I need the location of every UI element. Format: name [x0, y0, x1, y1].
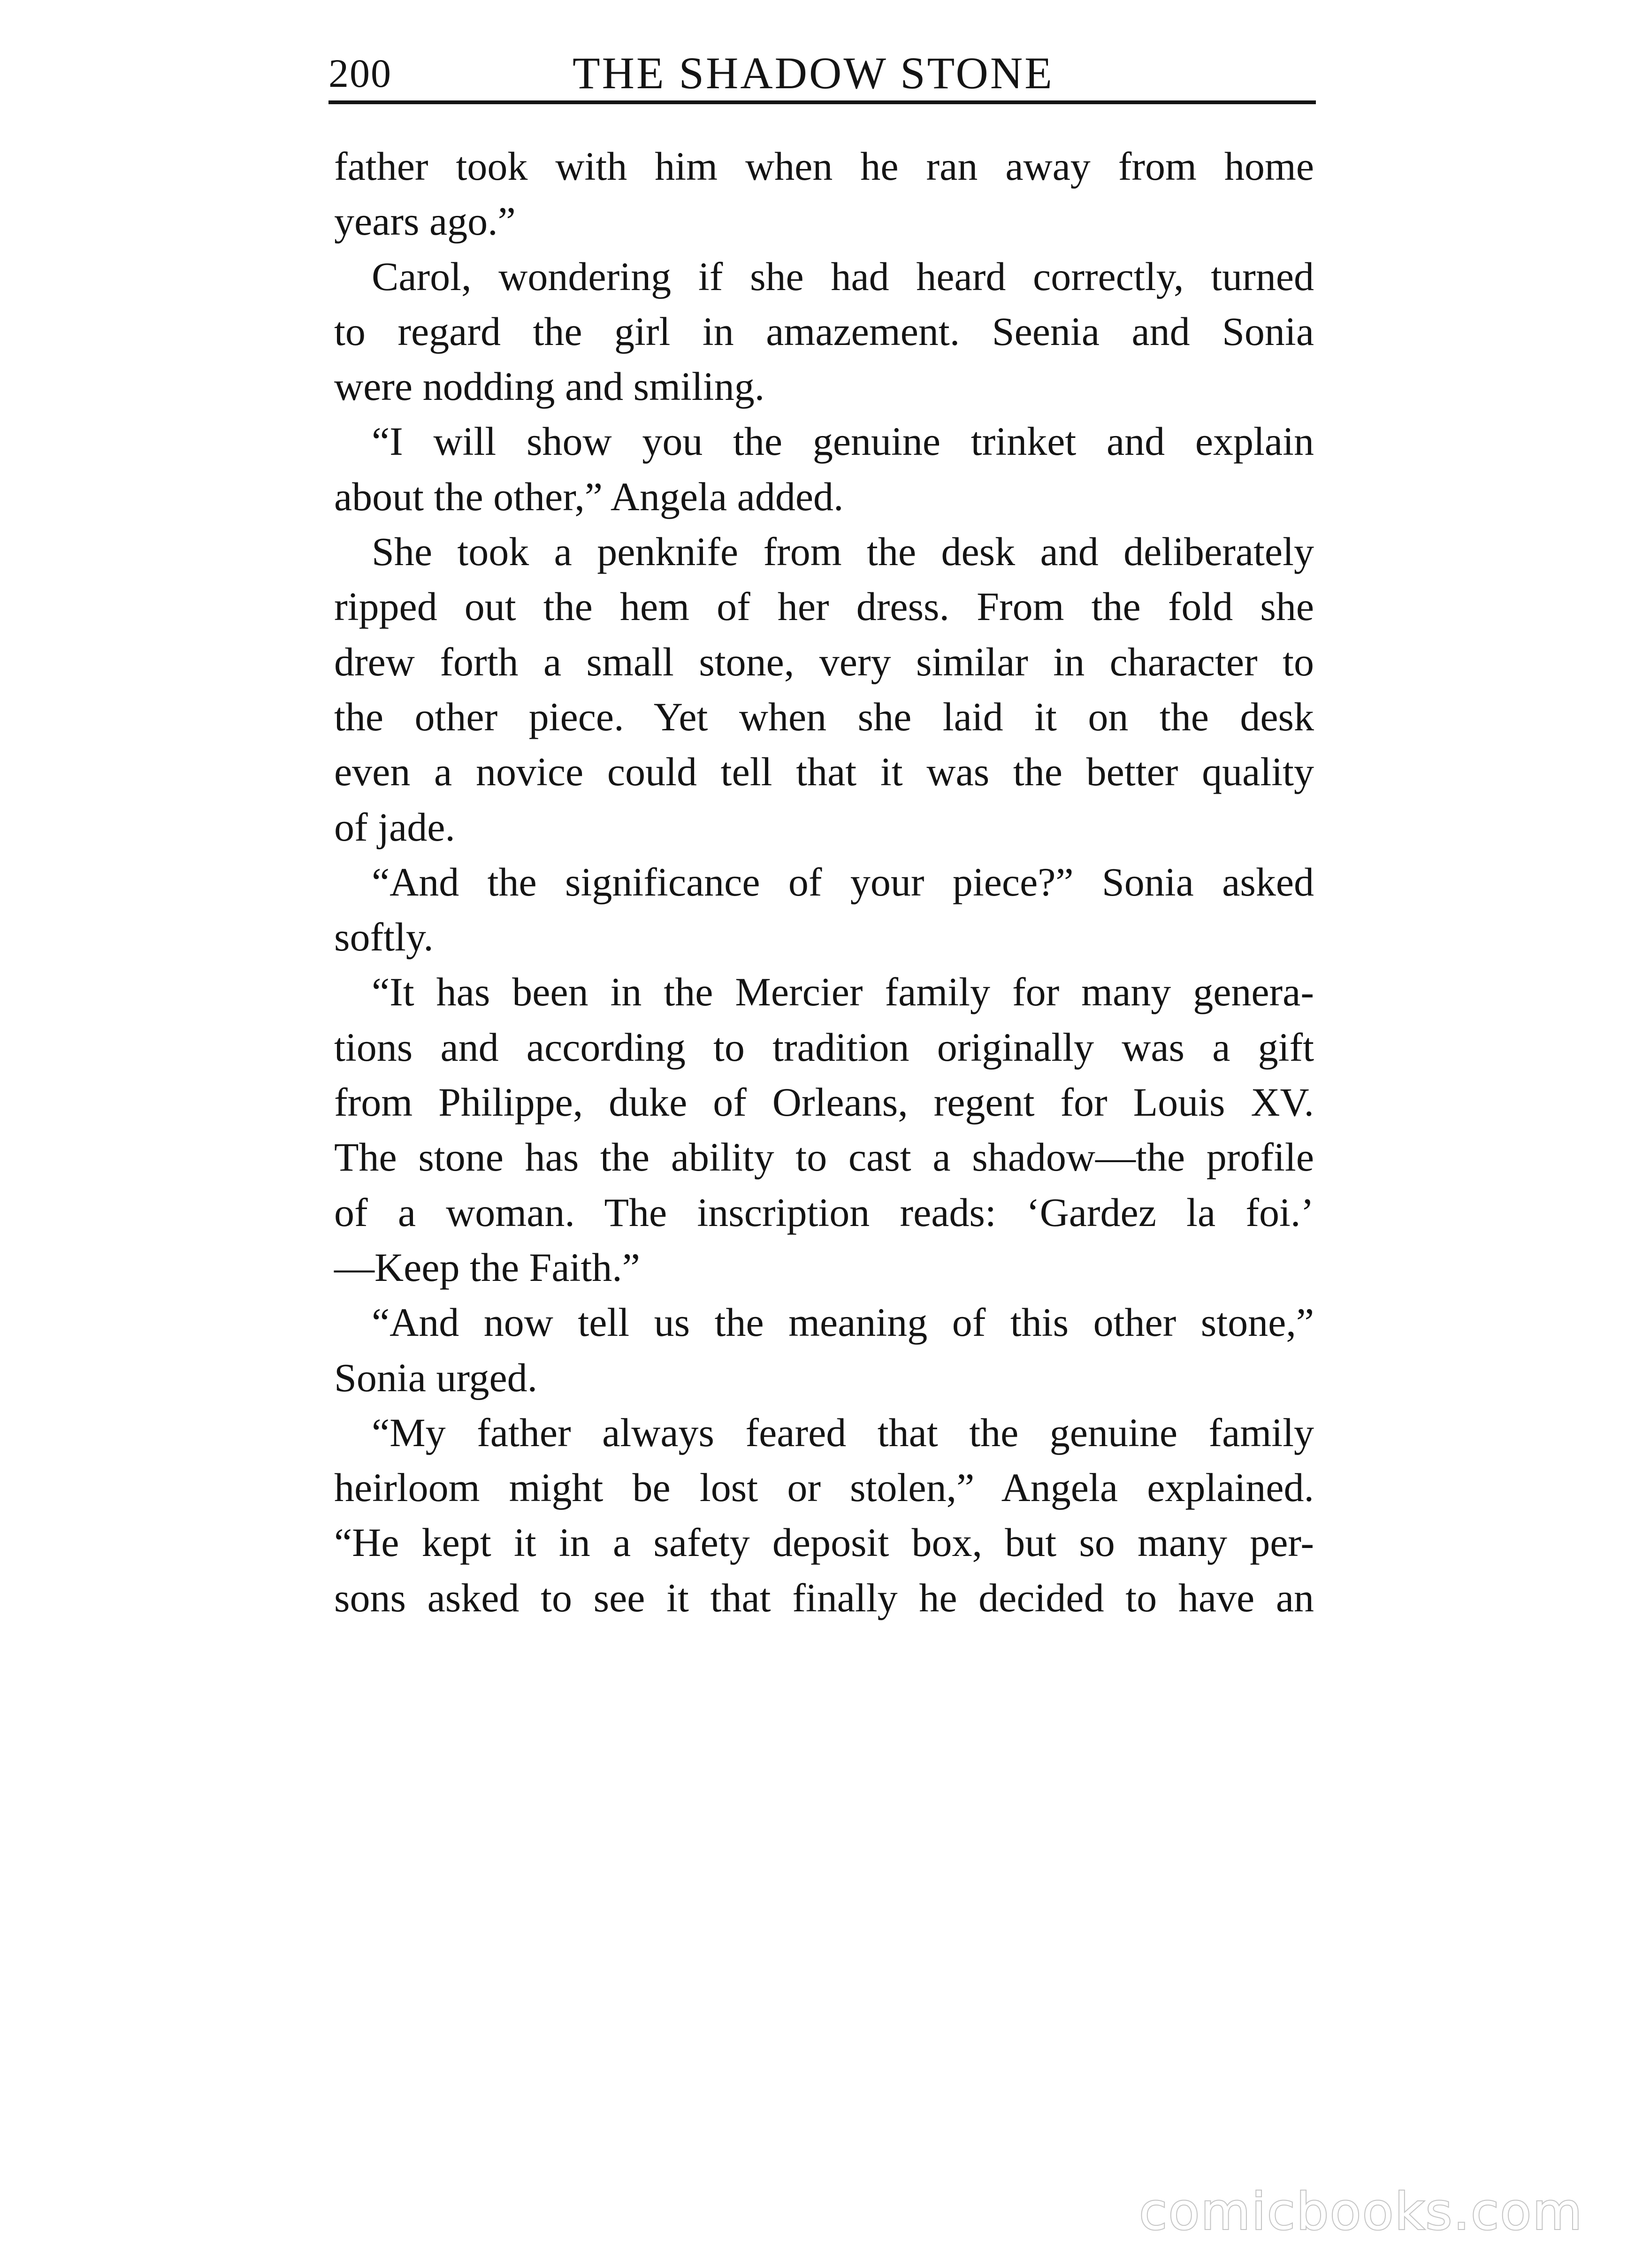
text-line: years ago.”: [334, 199, 516, 244]
text-line: Sonia urged.: [334, 1355, 538, 1400]
text-line: heirloom might be lost or stolen,” Angela explained.: [334, 1465, 1314, 1510]
running-title: THE SHADOW STONE: [573, 48, 1054, 98]
text-line: “And now tell us the meaning of this other stone,”: [372, 1300, 1314, 1345]
body-text: [334, 139, 1314, 1625]
text-line: from Philippe, duke of Orleans, regent for Louis XV.: [334, 1080, 1314, 1125]
text-line: about the other,” Angela added.: [334, 474, 844, 519]
text-line: “It has been in the Mercier family for many genera-: [372, 969, 1314, 1015]
text-line: “And the significance of your piece?” Sonia asked: [372, 859, 1314, 904]
header-rule: [329, 100, 1316, 104]
text-line: tions and according to tradition originally was a gift: [334, 1024, 1314, 1070]
text-line: to regard the girl in amazement. Seenia and Sonia: [334, 308, 1314, 354]
text-line: of jade.: [334, 804, 455, 850]
text-line: “He kept it in a safety deposit box, but so many per-: [334, 1520, 1314, 1565]
text-line: the other piece. Yet when she laid it on the desk: [334, 694, 1314, 739]
text-line: “I will show you the genuine trinket and explain: [372, 419, 1314, 464]
text-line: The stone has the ability to cast a shadow—the profile: [334, 1134, 1314, 1180]
text-line: drew forth a small stone, very similar in character to: [334, 639, 1314, 684]
text-line: father took with him when he ran away from home: [334, 144, 1314, 189]
text-line: were nodding and smiling.: [334, 364, 765, 409]
text-line: —Keep the Faith.”: [334, 1244, 640, 1290]
text-line: of a woman. The inscription reads: ‘Gardez la foi.’: [334, 1189, 1314, 1235]
text-line: sons asked to see it that finally he decided to have an: [334, 1575, 1314, 1620]
page-number: 200: [329, 51, 392, 96]
text-line: She took a penknife from the desk and deliberately: [372, 529, 1314, 575]
text-line: even a novice could tell that it was the better quality: [334, 749, 1314, 795]
text-line: ripped out the hem of her dress. From the fold she: [334, 584, 1314, 629]
text-line: Carol, wondering if she had heard correctly, turned: [372, 253, 1314, 299]
watermark: comicbooks.com: [1139, 2183, 1583, 2241]
running-header: [329, 45, 1316, 101]
text-line: softly.: [334, 914, 434, 960]
text-line: “My father always feared that the genuine family: [372, 1410, 1314, 1455]
